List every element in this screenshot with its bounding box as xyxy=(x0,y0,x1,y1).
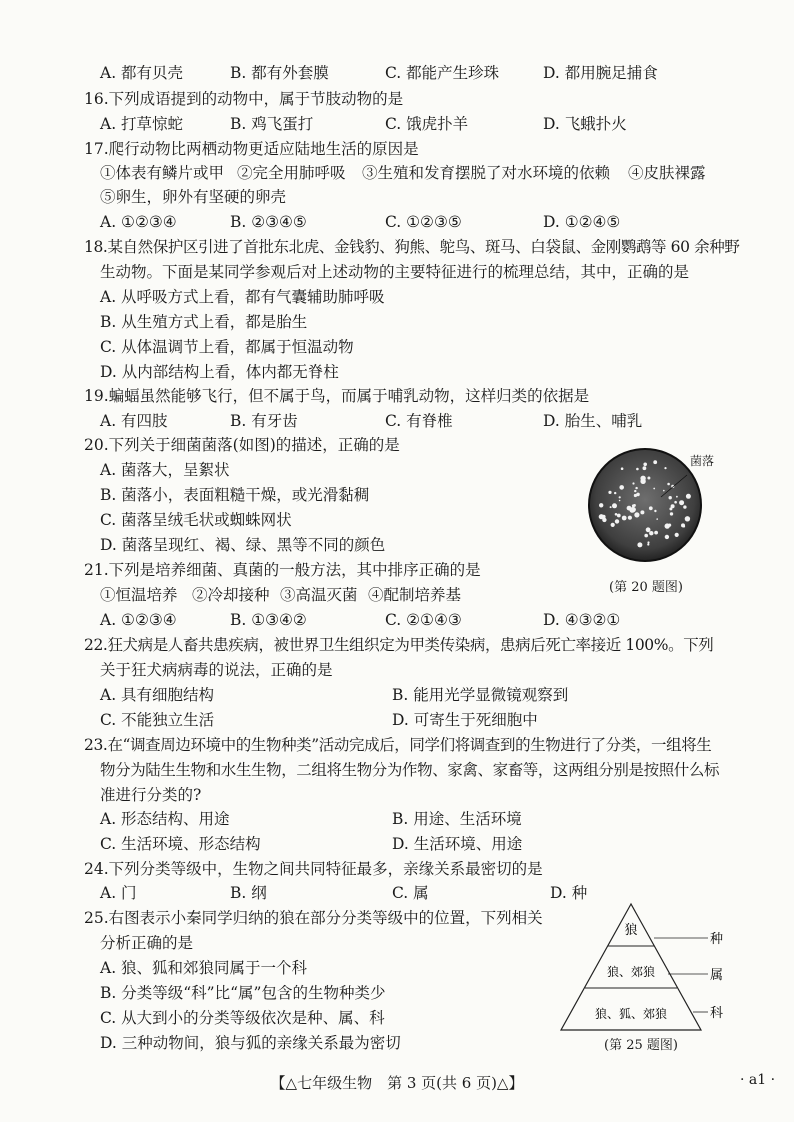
q20-stem: 20.下列关于细菌菌落(如图)的描述，正确的是 xyxy=(84,436,400,454)
colony-dot xyxy=(686,494,691,499)
colony-dot xyxy=(640,476,645,481)
colony-dot xyxy=(622,516,627,521)
q21-option-a: A. ①②③④ xyxy=(100,611,177,629)
q19-option-a: A. 有四肢 xyxy=(100,412,168,430)
q18-stem-2: 生动物。下面是某同学参观后对上述动物的主要特征进行的梳理总结，其中，正确的是 xyxy=(100,263,690,281)
colony-dot xyxy=(649,506,653,510)
colony-dot xyxy=(602,518,606,522)
q23-option-d: D. 生活环境、用途 xyxy=(392,835,523,853)
q25-option-b: B. 分类等级“科”比“属”包含的生物种类少 xyxy=(100,984,386,1002)
colony-dot xyxy=(615,519,619,523)
colony-dot xyxy=(664,467,666,469)
q23-option-c: C. 生活环境、形态结构 xyxy=(100,835,261,853)
colony-dot xyxy=(643,466,647,470)
colony-dot xyxy=(653,488,655,490)
q18-option-b: B. 从生殖方式上看，都是胎生 xyxy=(100,313,308,331)
colony-dot xyxy=(632,482,634,484)
colony-dot xyxy=(619,485,624,490)
q15-option-c: C. 都能产生珍珠 xyxy=(385,64,500,82)
colony-dot xyxy=(634,512,639,517)
q23-stem-3: 准进行分类的? xyxy=(100,786,202,804)
pyramid-level-family: 狼、狐、郊狼 xyxy=(594,1007,668,1021)
q20-option-d: D. 菌落呈现红、褐、绿、黑等不同的颜色 xyxy=(100,536,386,554)
q17-item-4: ④皮肤裸露 xyxy=(628,164,706,182)
colony-dot xyxy=(668,524,671,527)
q20-option-c: C. 菌落呈绒毛状或蜘蛛网状 xyxy=(100,511,292,529)
pyramid-level-genus: 狼、郊狼 xyxy=(606,965,656,979)
q24-option-a: A. 门 xyxy=(100,884,137,902)
colony-dot xyxy=(643,463,647,467)
rank-label-species: 种 xyxy=(710,932,724,947)
q24-option-d: D. 种 xyxy=(550,884,588,902)
q21-option-d: D. ④③②① xyxy=(543,611,621,629)
colony-dot xyxy=(619,496,621,498)
colony-dot xyxy=(685,516,690,521)
q16-option-c: C. 饿虎扑羊 xyxy=(385,115,469,133)
colony-dot xyxy=(636,468,639,471)
pyramid-level-species: 狼 xyxy=(624,923,638,938)
petri-dish-figure xyxy=(587,445,707,565)
q17-item-5: ⑤卵生，卵外有坚硬的卵壳 xyxy=(100,188,287,206)
taxonomy-pyramid-figure xyxy=(548,900,748,1040)
colony-dot xyxy=(647,541,649,543)
colony-dot xyxy=(654,531,658,535)
q22-option-a: A. 具有细胞结构 xyxy=(100,686,215,704)
q15-option-a: A. 都有贝壳 xyxy=(100,64,184,82)
colony-dot xyxy=(671,504,675,508)
q24-stem: 24.下列分类等级中，生物之间共同特征最多，亲缘关系最密切的是 xyxy=(84,860,543,878)
q16-option-d: D. 飞蛾扑火 xyxy=(543,115,627,133)
colony-dot xyxy=(654,510,656,512)
colony-dot xyxy=(614,492,616,494)
q17-item-2: ②完全用肺呼吸 xyxy=(237,164,346,182)
colony-dot xyxy=(683,505,686,508)
colony-dot xyxy=(653,460,657,464)
q19-option-d: D. 胎生、哺乳 xyxy=(543,412,643,430)
q18-option-c: C. 从体温调节上看，都属于恒温动物 xyxy=(100,338,354,356)
colony-dot xyxy=(619,500,621,502)
colony-dot xyxy=(644,534,648,538)
colony-dot xyxy=(634,494,637,497)
q24-option-b: B. 纲 xyxy=(230,884,267,902)
q21-stem: 21.下列是培养细菌、真菌的一般方法，其中排序正确的是 xyxy=(84,561,481,579)
q23-stem-1: 23.在“调查周边环境中的生物种类”活动完成后，同学们将调查到的生物进行了分类，一组将生 xyxy=(84,736,712,754)
q19-option-c: C. 有脊椎 xyxy=(385,412,453,430)
q17-option-d: D. ①②④⑤ xyxy=(543,213,621,231)
q16-stem: 16.下列成语提到的动物中，属于节肢动物的是 xyxy=(84,90,404,108)
colony-dot xyxy=(681,502,683,504)
rank-label-family: 科 xyxy=(710,1006,724,1021)
footer-mark: · a1 · xyxy=(740,1072,776,1088)
colony-dot xyxy=(649,531,653,535)
colony-dot xyxy=(647,543,649,545)
q21-item-2: ②冷却接种 xyxy=(192,586,270,604)
colony-dot xyxy=(683,525,686,528)
colony-dot xyxy=(674,501,677,504)
q17-option-c: C. ①②③⑤ xyxy=(385,213,462,231)
colony-label: 菌落 xyxy=(690,454,715,468)
q23-option-b: B. 用途、生活环境 xyxy=(392,810,522,828)
colony-dot xyxy=(646,527,651,532)
q24-option-c: C. 属 xyxy=(392,884,429,902)
colony-dot xyxy=(667,483,670,486)
colony-dot xyxy=(617,514,621,518)
colony-dot xyxy=(665,535,669,539)
q25-option-a: A. 狼、狐和郊狼同属于一个科 xyxy=(100,959,308,977)
q16-option-b: B. 鸡飞蛋打 xyxy=(230,115,314,133)
q16-option-a: A. 打草惊蛇 xyxy=(100,115,184,133)
colony-dot xyxy=(669,496,672,499)
q25-figure-caption: (第 25 题图) xyxy=(604,1038,678,1053)
q21-item-4: ④配制培养基 xyxy=(368,586,462,604)
q22-option-b: B. 能用光学显微镜观察到 xyxy=(392,686,569,704)
colony-dot xyxy=(634,490,636,492)
q20-option-a: A. 菌落大，呈絮状 xyxy=(100,461,230,479)
colony-dot xyxy=(608,491,611,494)
colony-dot xyxy=(610,506,612,508)
q21-option-c: C. ②①④③ xyxy=(385,611,462,629)
q18-option-d: D. 从内部结构上看，体内都无脊柱 xyxy=(100,363,339,381)
colony-dot xyxy=(670,512,673,515)
colony-dot xyxy=(621,467,624,470)
q20-option-b: B. 菌落小，表面粗糙干燥，或光滑黏稠 xyxy=(100,486,370,504)
colony-dot xyxy=(631,507,636,512)
colony-dot xyxy=(637,542,642,547)
page-footer: 【△七年级生物 第 3 页(共 6 页)△】 xyxy=(270,1074,524,1092)
q23-stem-2: 物分为陆生生物和水生生物，二组将生物分为作物、家禽、家畜等，这两组分别是按照什么标 xyxy=(100,761,720,779)
colony-dot xyxy=(663,490,665,492)
q18-stem-1: 18.某自然保护区引进了首批东北虎、金钱豹、狗熊、鸵鸟、斑马、白袋鼠、金刚鹦鹉等 60 余种野 xyxy=(84,238,740,256)
q25-option-c: C. 从大到小的分类等级依次是种、属、科 xyxy=(100,1009,385,1027)
q22-stem-2: 关于狂犬病病毒的说法，正确的是 xyxy=(100,661,333,679)
colony-dot xyxy=(611,523,615,527)
q21-item-1: ①恒温培养 xyxy=(100,586,178,604)
colony-dot xyxy=(676,496,678,498)
q25-option-d: D. 三种动物间，狼与狐的亲缘关系最为密切 xyxy=(100,1034,401,1052)
q17-stem: 17.爬行动物比两栖动物更适应陆地生活的原因是 xyxy=(84,140,419,158)
q15-option-d: D. 都用腕足捕食 xyxy=(543,64,658,82)
colony-dot xyxy=(612,503,617,508)
colony-dot xyxy=(615,513,618,516)
q22-option-c: C. 不能独立生活 xyxy=(100,711,215,729)
q17-option-a: A. ①②③④ xyxy=(100,213,177,231)
q21-item-3: ③高温灭菌 xyxy=(280,586,358,604)
colony-dot xyxy=(635,487,637,489)
colony-dot xyxy=(628,516,632,520)
q21-option-b: B. ①③④② xyxy=(230,611,307,629)
q25-stem-2: 分析正确的是 xyxy=(100,934,194,952)
colony-dot xyxy=(647,477,650,480)
colony-dot xyxy=(599,503,603,507)
q19-stem: 19.蝙蝠虽然能够飞行，但不属于鸟，而属于哺乳动物，这样归类的依据是 xyxy=(84,387,590,405)
rank-label-genus: 属 xyxy=(710,968,724,983)
q17-option-b: B. ②③④⑤ xyxy=(230,213,307,231)
colony-dot xyxy=(656,518,658,520)
q20-figure-caption: (第 20 题图) xyxy=(609,580,683,595)
q23-option-a: A. 形态结构、用途 xyxy=(100,810,230,828)
q19-option-b: B. 有牙齿 xyxy=(230,412,298,430)
q17-item-1: ①体表有鳞片或甲 xyxy=(100,164,225,182)
q22-stem-1: 22.狂犬病是人畜共患疾病，被世界卫生组织定为甲类传染病，患病后死亡率接近 100%。下列 xyxy=(84,636,714,654)
q22-option-d: D. 可寄生于死细胞中 xyxy=(392,711,538,729)
q15-option-b: B. 都有外套膜 xyxy=(230,64,329,82)
colony-dot xyxy=(675,533,679,537)
q18-option-a: A. 从呼吸方式上看，都有气囊辅助肺呼吸 xyxy=(100,288,385,306)
colony-dot xyxy=(640,510,644,514)
q25-stem-1: 25.右图表示小秦同学归纳的狼在部分分类等级中的位置，下列相关 xyxy=(84,909,543,927)
q17-item-3: ③生殖和发育摆脱了对水环境的依赖 xyxy=(362,164,611,182)
